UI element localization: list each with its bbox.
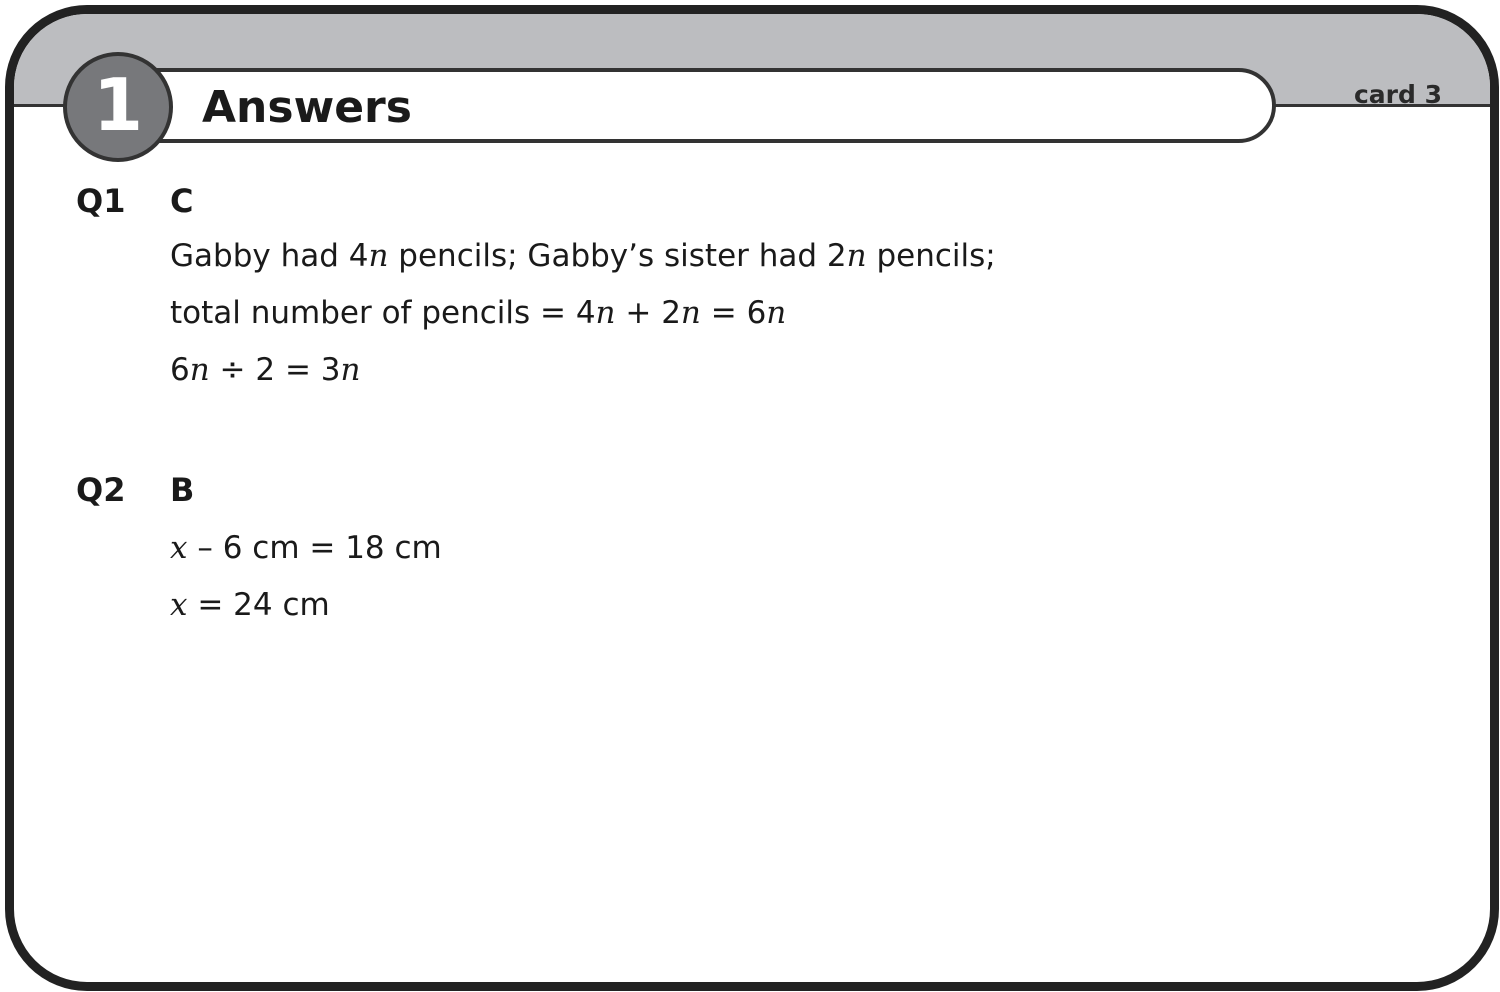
- card-number-label: card 3: [1353, 80, 1442, 109]
- working-text: + 2: [615, 295, 681, 331]
- variable-symbol: n: [766, 295, 787, 331]
- variable-symbol: n: [368, 238, 389, 274]
- working-text: ÷ 2 = 3: [209, 352, 341, 388]
- variable-symbol: n: [340, 352, 361, 388]
- variable-symbol: x: [170, 587, 188, 623]
- question-2-working-line: [170, 530, 442, 566]
- variable-symbol: n: [595, 295, 616, 331]
- working-text: Gabby had 4: [170, 238, 369, 274]
- question-2-answer: B: [170, 471, 195, 509]
- section-number-badge: [63, 52, 173, 162]
- section-number: 1: [92, 63, 144, 147]
- variable-symbol: n: [189, 352, 210, 388]
- question-2-working-line: [170, 587, 330, 623]
- answer-card: [5, 5, 1499, 991]
- variable-symbol: n: [846, 238, 867, 274]
- working-text: – 6 cm = 18 cm: [187, 530, 442, 566]
- page-title: Answers: [202, 82, 412, 133]
- working-text: = 24 cm: [187, 587, 330, 623]
- question-1-working-line: [170, 352, 360, 388]
- question-1-working-line: [170, 295, 786, 331]
- working-text: pencils; Gabby’s sister had 2: [388, 238, 847, 274]
- question-2-label: Q2: [76, 471, 126, 509]
- question-1-working-line: [170, 238, 996, 274]
- working-text: total number of pencils = 4: [170, 295, 596, 331]
- variable-symbol: n: [680, 295, 701, 331]
- working-text: pencils;: [866, 238, 996, 274]
- working-text: = 6: [700, 295, 767, 331]
- variable-symbol: x: [170, 530, 188, 566]
- question-1-label: Q1: [76, 182, 126, 220]
- question-1-answer: C: [170, 182, 194, 220]
- working-text: 6: [170, 352, 190, 388]
